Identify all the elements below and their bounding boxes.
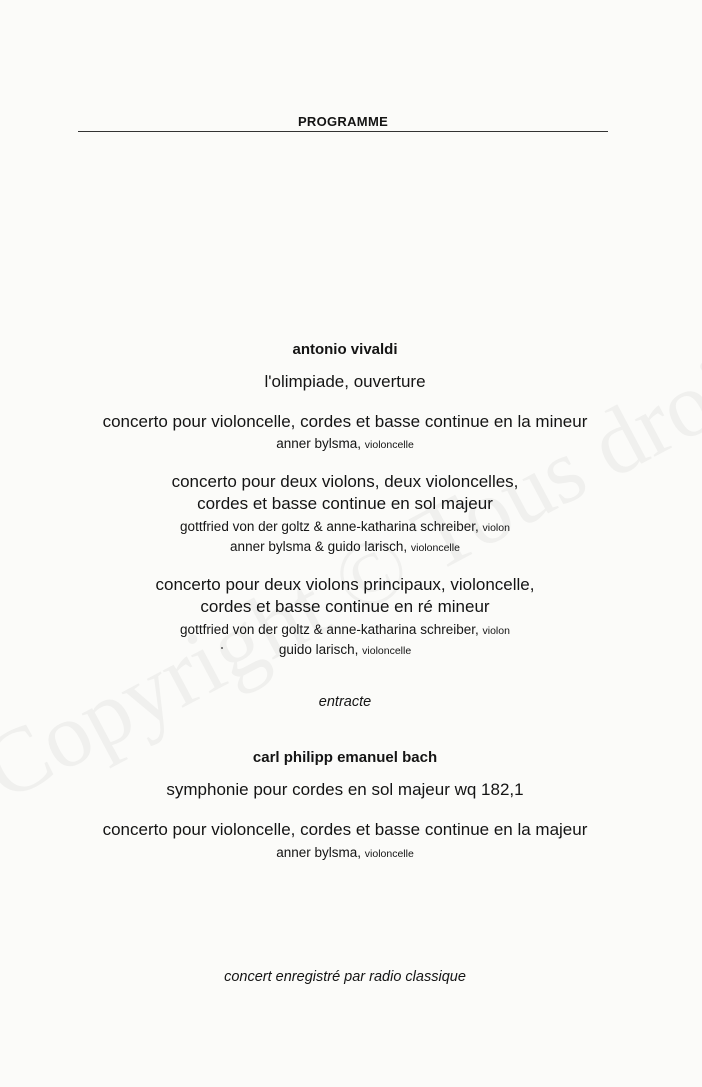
- performer-names: anner bylsma,: [276, 845, 361, 860]
- performer-line: [0, 436, 690, 451]
- performer-role: violoncelle: [364, 848, 414, 860]
- page-title: PROGRAMME: [297, 114, 389, 129]
- work-title: concerto pour violoncelle, cordes et basse continue en la mineur: [102, 412, 588, 431]
- performer-line: [0, 519, 690, 534]
- performer-role: violoncelle: [362, 645, 412, 657]
- performer-line: [0, 539, 690, 554]
- composer-name: antonio vivaldi: [292, 341, 398, 358]
- header-divider: [78, 131, 608, 132]
- work-title: cordes et basse continue en ré mineur: [200, 597, 490, 616]
- copyright-watermark: [0, 324, 702, 821]
- performer-line: [0, 622, 690, 637]
- work-title: concerto pour deux violons principaux, violoncelle,: [155, 575, 535, 594]
- work-title: concerto pour deux violons, deux violoncelles,: [171, 472, 519, 491]
- intermission-label: entracte: [318, 694, 372, 710]
- performer-role: violoncelle: [364, 439, 414, 451]
- work-title: concerto pour violoncelle, cordes et basse continue en la majeur: [102, 820, 588, 839]
- performer-names: gottfried von der goltz & anne-katharina schreiber,: [180, 622, 479, 637]
- recording-note: concert enregistré par radio classique: [224, 969, 466, 985]
- print-speck: [221, 647, 223, 649]
- performer-role: violoncelle: [410, 542, 460, 554]
- work-title: l'olimpiade, ouverture: [264, 372, 426, 391]
- performer-names: gottfried von der goltz & anne-katharina schreiber,: [180, 519, 479, 534]
- performer-names: anner bylsma & guido larisch,: [230, 539, 408, 554]
- work-title: cordes et basse continue en sol majeur: [197, 494, 493, 513]
- performer-line: [0, 845, 690, 860]
- composer-name: carl philipp emanuel bach: [252, 749, 438, 766]
- performer-names: anner bylsma,: [276, 436, 361, 451]
- performer-line: [0, 642, 690, 657]
- work-title: symphonie pour cordes en sol majeur wq 182,1: [166, 780, 524, 799]
- performer-role: violon: [482, 625, 510, 637]
- performer-role: violon: [482, 522, 510, 534]
- performer-names: guido larisch,: [278, 642, 359, 657]
